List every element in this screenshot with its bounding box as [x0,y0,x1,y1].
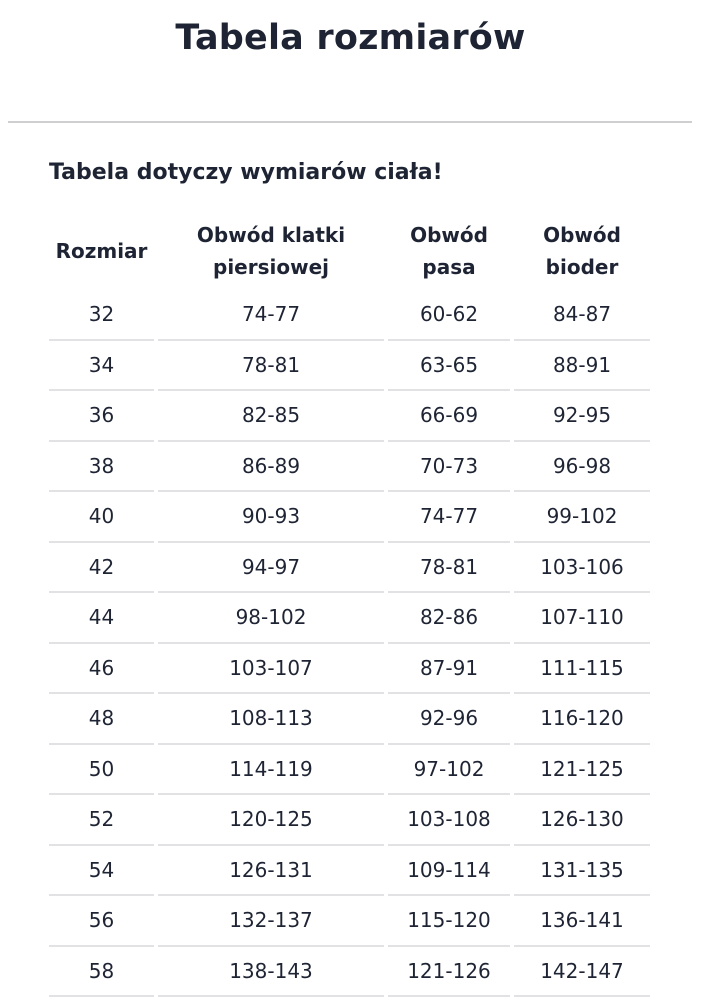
cell-hips: 121-125 [514,745,650,796]
cell-hips: 116-120 [514,694,650,745]
cell-size: 40 [49,492,154,543]
table-row [49,644,650,695]
cell-waist: 97-102 [388,745,510,796]
cell-size: 52 [49,795,154,846]
cell-chest: 138-143 [158,947,384,998]
cell-hips: 84-87 [514,290,650,341]
cell-chest: 86-89 [158,442,384,493]
cell-chest: 103-107 [158,644,384,695]
cell-size: 56 [49,896,154,947]
cell-chest: 108-113 [158,694,384,745]
header-waist-line-2: pasa [422,255,476,279]
cell-hips: 107-110 [514,593,650,644]
cell-waist: 63-65 [388,341,510,392]
header-chest-line-2: piersiowej [213,255,329,279]
cell-chest: 74-77 [158,290,384,341]
cell-waist: 92-96 [388,694,510,745]
cell-chest: 114-119 [158,745,384,796]
table-row [49,543,650,594]
cell-waist: 78-81 [388,543,510,594]
cell-size: 54 [49,846,154,897]
table-row [49,896,650,947]
cell-chest: 98-102 [158,593,384,644]
cell-size: 36 [49,391,154,442]
cell-size: 34 [49,341,154,392]
table-row [49,795,650,846]
cell-chest: 120-125 [158,795,384,846]
header-hips-line-1: Obwód [543,223,621,247]
page-title: Tabela rozmiarów [175,18,526,58]
cell-hips: 88-91 [514,341,650,392]
cell-waist: 66-69 [388,391,510,442]
header-hips-line-2: bioder [545,255,619,279]
cell-waist: 74-77 [388,492,510,543]
table-row [49,442,650,493]
cell-waist: 109-114 [388,846,510,897]
cell-size: 48 [49,694,154,745]
cell-hips: 126-130 [514,795,650,846]
cell-waist: 70-73 [388,442,510,493]
cell-waist: 87-91 [388,644,510,695]
cell-waist: 103-108 [388,795,510,846]
cell-hips: 136-141 [514,896,650,947]
cell-chest: 82-85 [158,391,384,442]
cell-size: 32 [49,290,154,341]
cell-hips: 142-147 [514,947,650,998]
header-waist [388,212,510,290]
cell-size: 58 [49,947,154,998]
cell-hips: 92-95 [514,391,650,442]
cell-hips: 111-115 [514,644,650,695]
table-row [49,341,650,392]
table-row [49,745,650,796]
cell-chest: 132-137 [158,896,384,947]
cell-chest: 126-131 [158,846,384,897]
cell-waist: 121-126 [388,947,510,998]
table-subtitle: Tabela dotyczy wymiarów ciała! [49,160,443,185]
cell-size: 50 [49,745,154,796]
size-table-header [49,212,650,290]
cell-chest: 90-93 [158,492,384,543]
cell-hips: 96-98 [514,442,650,493]
cell-size: 42 [49,543,154,594]
cell-size: 38 [49,442,154,493]
cell-hips: 99-102 [514,492,650,543]
cell-waist: 115-120 [388,896,510,947]
header-size-line: Rozmiar [55,239,148,263]
header-size [49,212,154,290]
header-chest-line-1: Obwód klatki [196,223,346,247]
header-row [49,212,650,290]
table-row [49,846,650,897]
cell-waist: 82-86 [388,593,510,644]
table-row [49,290,650,341]
cell-hips: 103-106 [514,543,650,594]
table-row [49,593,650,644]
table-row [49,694,650,745]
cell-chest: 94-97 [158,543,384,594]
size-table-body [49,290,650,997]
table-row [49,947,650,998]
cell-chest: 78-81 [158,341,384,392]
table-row [49,391,650,442]
cell-size: 46 [49,644,154,695]
header-chest [158,212,384,290]
cell-waist: 60-62 [388,290,510,341]
cell-size: 44 [49,593,154,644]
title-divider [8,121,692,123]
cell-hips: 131-135 [514,846,650,897]
table-row [49,492,650,543]
size-table [45,212,654,997]
header-hips [514,212,650,290]
header-waist-line-1: Obwód [410,223,488,247]
